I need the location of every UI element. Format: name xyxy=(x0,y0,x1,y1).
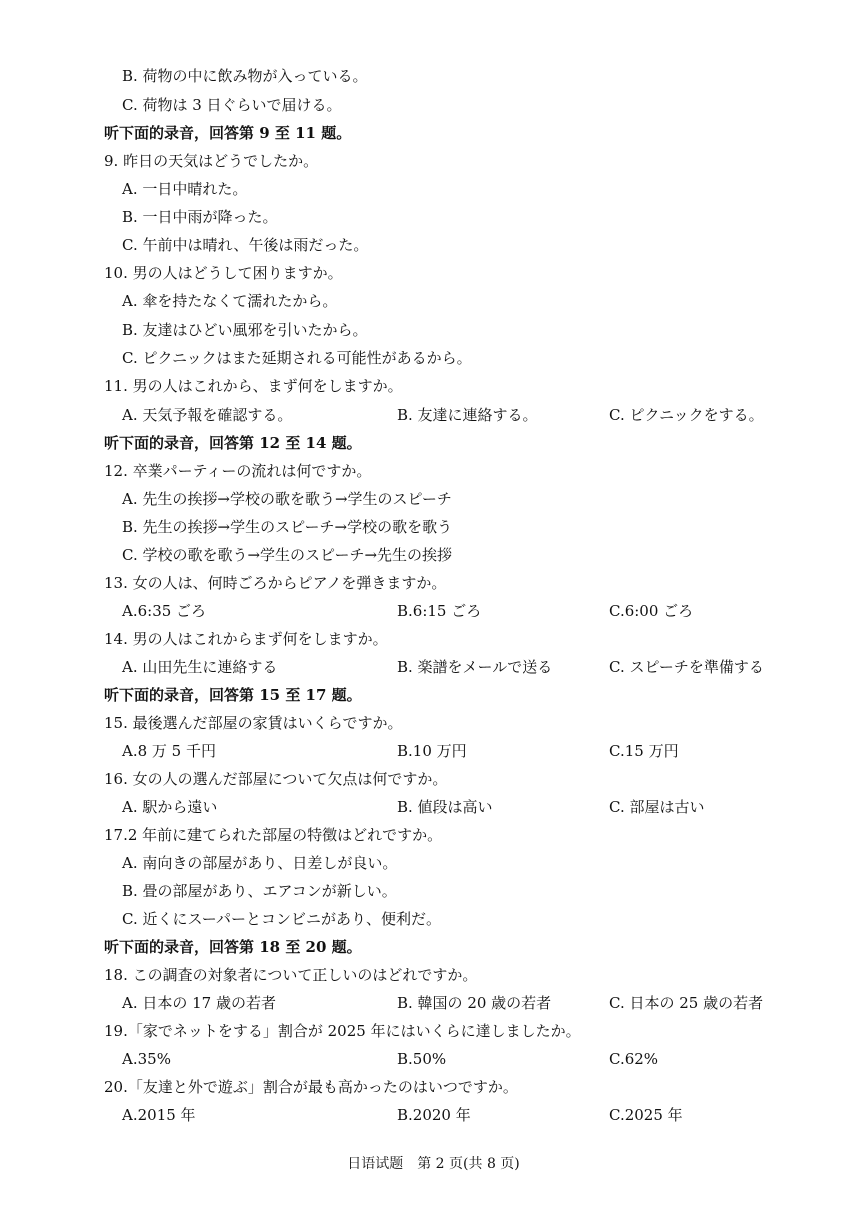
question-14: 14. 男の人はこれからまず何をしますか。 xyxy=(104,630,388,648)
section-heading-12-14: 听下面的录音，回答第 12 至 14 题。 xyxy=(104,434,362,452)
question-11: 11. 男の人はこれから、まず何をしますか。 xyxy=(104,377,403,395)
q15-option-a: A.8 万 5 千円 xyxy=(122,742,216,760)
q17-option-a: A. 南向きの部屋があり、日差しが良い。 xyxy=(122,854,398,872)
q15-option-b: B.10 万円 xyxy=(397,742,467,760)
question-12: 12. 卒業パーティーの流れは何ですか。 xyxy=(104,462,372,480)
q12-option-c: C. 学校の歌を歌う→学生のスピーチ→先生の挨拶 xyxy=(122,546,453,564)
q19-option-c: C.62% xyxy=(609,1050,659,1068)
question-19: 19.「家でネットをする」割合が 2025 年にはいくらに達しましたか。 xyxy=(104,1022,581,1040)
q16-option-c: C. 部屋は古い xyxy=(609,798,705,816)
q18-option-a: A. 日本の 17 歳の若者 xyxy=(122,994,276,1012)
question-18: 18. この調査の対象者について正しいのはどれですか。 xyxy=(104,966,478,984)
q9-option-b: B. 一日中雨が降った。 xyxy=(122,208,278,226)
q10-option-c: C. ピクニックはまた延期される可能性があるから。 xyxy=(122,349,472,367)
question-9: 9. 昨日の天気はどうでしたか。 xyxy=(104,152,319,170)
q13-option-b: B.6:15 ごろ xyxy=(397,602,482,620)
q18-option-b: B. 韓国の 20 歳の若者 xyxy=(397,994,552,1012)
q11-option-c: C. ピクニックをする。 xyxy=(609,406,764,424)
section-heading-18-20: 听下面的录音，回答第 18 至 20 题。 xyxy=(104,938,362,956)
question-10: 10. 男の人はどうして困りますか。 xyxy=(104,264,343,282)
prev-option-c: C. 荷物は 3 日ぐらいで届ける。 xyxy=(122,96,342,114)
q11-option-a: A. 天気予報を確認する。 xyxy=(122,406,293,424)
question-17: 17.2 年前に建てられた部屋の特徴はどれですか。 xyxy=(104,826,443,844)
q17-option-c: C. 近くにスーパーとコンビニがあり、便利だ。 xyxy=(122,910,441,928)
question-20: 20.「友達と外で遊ぶ」割合が最も高かったのはいつですか。 xyxy=(104,1078,518,1096)
q13-option-a: A.6:35 ごろ xyxy=(122,602,207,620)
q9-option-a: A. 一日中晴れた。 xyxy=(122,180,248,198)
q19-option-b: B.50% xyxy=(397,1050,447,1068)
q10-option-a: A. 傘を持たなくて濡れたから。 xyxy=(122,292,338,310)
q20-option-b: B.2020 年 xyxy=(397,1106,471,1124)
q20-option-a: A.2015 年 xyxy=(122,1106,196,1124)
section-heading-15-17: 听下面的录音，回答第 15 至 17 题。 xyxy=(104,686,362,704)
question-15: 15. 最後選んだ部屋の家賃はいくらですか。 xyxy=(104,714,403,732)
q11-option-b: B. 友達に連絡する。 xyxy=(397,406,538,424)
q16-option-b: B. 値段は高い xyxy=(397,798,493,816)
prev-option-b: B. 荷物の中に飲み物が入っている。 xyxy=(122,67,368,85)
q12-option-a: A. 先生の挨拶→学校の歌を歌う→学生のスピーチ xyxy=(122,490,452,508)
q14-option-c: C. スピーチを準備する xyxy=(609,658,764,676)
page-footer: 日语试题 第 2 页(共 8 页) xyxy=(347,1156,520,1172)
q9-option-c: C. 午前中は晴れ、午後は雨だった。 xyxy=(122,236,369,254)
q18-option-c: C. 日本の 25 歳の若者 xyxy=(609,994,764,1012)
question-13: 13. 女の人は、何時ごろからピアノを弾きますか。 xyxy=(104,574,447,592)
q12-option-b: B. 先生の挨拶→学生のスピーチ→学校の歌を歌う xyxy=(122,518,453,536)
q20-option-c: C.2025 年 xyxy=(609,1106,683,1124)
q19-option-a: A.35% xyxy=(122,1050,171,1068)
q13-option-c: C.6:00 ごろ xyxy=(609,602,694,620)
q16-option-a: A. 駅から遠い xyxy=(122,798,218,816)
q15-option-c: C.15 万円 xyxy=(609,742,679,760)
q14-option-a: A. 山田先生に連絡する xyxy=(122,658,278,676)
q14-option-b: B. 楽譜をメールで送る xyxy=(397,658,553,676)
section-heading-9-11: 听下面的录音，回答第 9 至 11 题。 xyxy=(104,124,352,142)
q17-option-b: B. 畳の部屋があり、エアコンが新しい。 xyxy=(122,882,397,900)
q10-option-b: B. 友達はひどい風邪を引いたから。 xyxy=(122,321,368,339)
question-16: 16. 女の人の選んだ部屋について欠点は何ですか。 xyxy=(104,770,448,788)
